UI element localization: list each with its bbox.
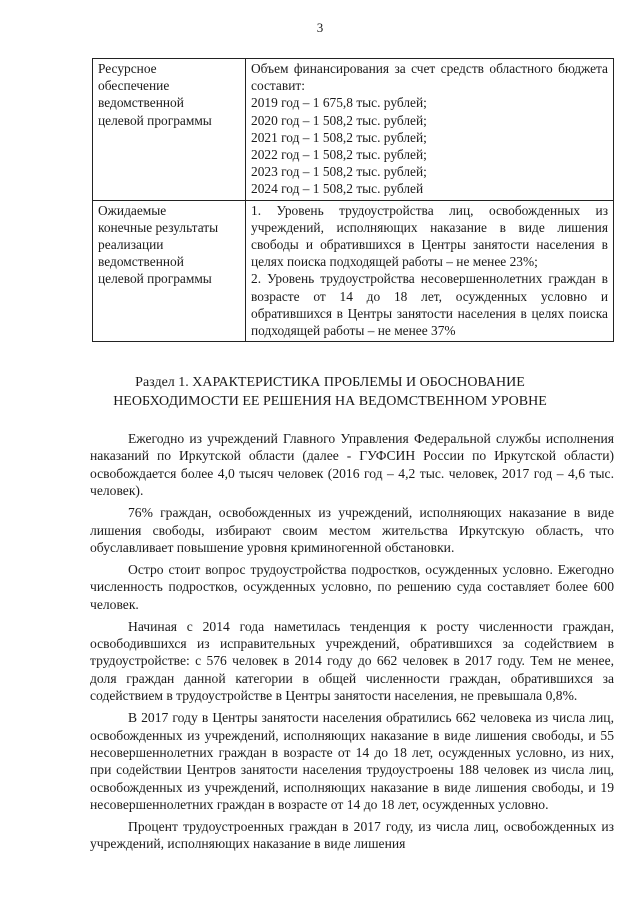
paragraph: 76% граждан, освобожденных из учреждений, исполняющих наказание в виде лишения свободы, избирают своим местом жительства Иркутскую область, что обуславливает повышение уровня криминогенной обстановки.: [90, 505, 614, 555]
value-line: 2024 год – 1 508,2 тыс. рублей: [251, 181, 424, 197]
resources-value-cell: [246, 59, 614, 201]
label-line: Ресурсное: [98, 61, 157, 76]
body-text: [90, 430, 614, 857]
paragraph: Ежегодно из учреждений Главного Управления Федеральной службы исполнения наказаний по Иркутской области (далее - ГУФСИН России по Иркутской области) освобождается более 4,0 тысяч человек (2016 год – 4,2 тыс. человек, 2017 год – 4,6 тыс. человек).: [90, 431, 614, 499]
table-row-expected-results: [93, 200, 614, 342]
label-line: Ожидаемые: [98, 202, 167, 218]
table-row-resources: [93, 59, 614, 201]
value-line: 2. Уровень трудоустройства несовершеннолетних граждан в возрасте от 14 до 18 лет, осужденных условно и обратившихся в Центры занятости населения в целях поиска подходящей работы – не менее 37%: [251, 271, 608, 339]
paragraph: Начиная с 2014 года наметилась тенденция к росту численности граждан, освободившихся из исправительных учреждений, обратившихся за содействием в трудоустройстве: с 576 человек в 2014 году до 662 человек в 2017 году. Тем не менее, доля граждан данной категории в общей численности граждан, обратившихся за содействием в трудоустройстве в Центры занятости населения, не превышала 0,8%.: [90, 618, 614, 704]
label-line: ведомственной: [98, 254, 184, 270]
value-line: 2022 год – 1 508,2 тыс. рублей;: [251, 147, 427, 163]
value-line: 2023 год – 1 508,2 тыс. рублей;: [251, 164, 427, 180]
results-label-cell: [93, 200, 246, 342]
label-line: целевой программы: [98, 271, 212, 287]
heading-line: НЕОБХОДИМОСТИ ЕЕ РЕШЕНИЯ НА ВЕДОМСТВЕННОМ УРОВНЕ: [113, 393, 547, 409]
label-line: ведомственной: [98, 95, 184, 111]
value-line: 2019 год – 1 675,8 тыс. рублей;: [251, 95, 427, 111]
label-line: обеспечение: [98, 78, 170, 94]
label-line: реализации: [98, 237, 164, 253]
results-value-cell: [246, 200, 614, 342]
label-line: конечные результаты: [98, 219, 219, 235]
label-line: целевой программы: [98, 112, 212, 128]
paragraph: Остро стоит вопрос трудоустройства подростков, осужденных условно. Ежегодно численность подростков, осужденных условно, по решению суда составляет более 600 человек.: [90, 561, 614, 612]
value-line: 1. Уровень трудоустройства лиц, освобожденных из учреждений, исполняющих наказание в виде лишения свободы и обратившихся в Центры занятости населения в целях поиска подходящей работы – не менее 23%;: [251, 202, 608, 270]
section-heading: [60, 374, 600, 411]
value-line: Объем финансирования за счет средств областного бюджета составит:: [251, 61, 608, 94]
page-number: 3: [316, 20, 324, 35]
value-line: 2021 год – 1 508,2 тыс. рублей;: [251, 129, 427, 145]
value-line: 2020 год – 1 508,2 тыс. рублей;: [251, 112, 427, 128]
program-info-table: [92, 58, 614, 342]
paragraph: В 2017 году в Центры занятости населения обратились 662 человека из числа лиц, освобожденных из учреждений, исполняющих наказание в виде лишения свободы, и 55 несовершеннолетних граждан в возрасте от 14 до 18 лет, осужденных условно, из них, при содействии Центров занятости населения трудоустроены 188 человек из числа лиц, освобожденных из учреждений, исполняющих наказание в виде лишения свободы, и 19 несовершеннолетних граждан в возрасте от 14 до 18 лет, осужденных условно.: [90, 710, 614, 813]
heading-line: Раздел 1. ХАРАКТЕРИСТИКА ПРОБЛЕМЫ И ОБОСНОВАНИЕ: [135, 375, 525, 390]
paragraph: Процент трудоустроенных граждан в 2017 году, из числа лиц, освобожденных из учреждений, исполняющих наказание в виде лишения: [90, 819, 614, 852]
resources-label-cell: [93, 59, 246, 201]
